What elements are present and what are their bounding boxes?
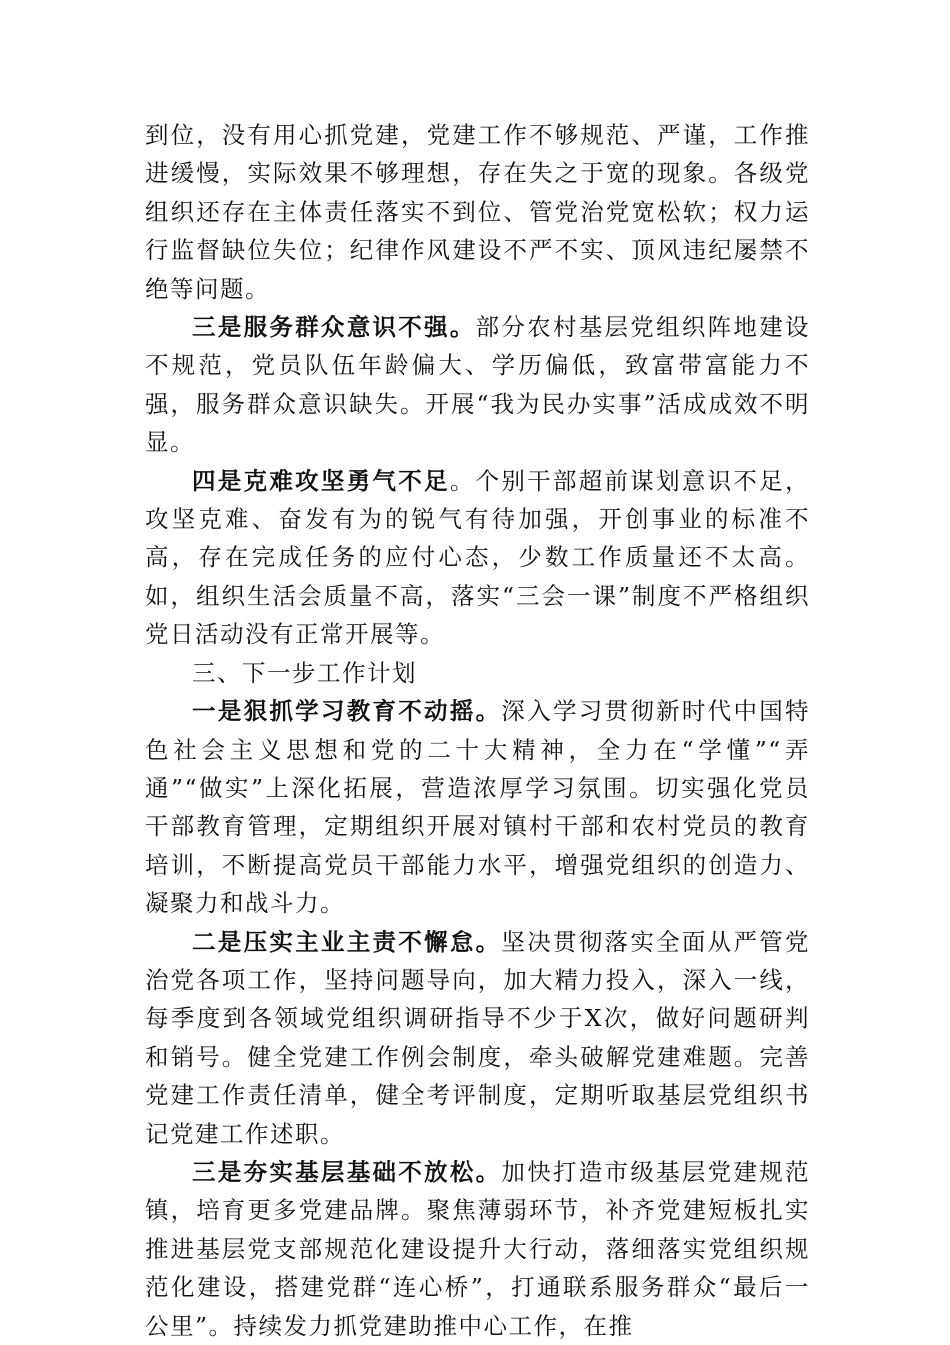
paragraph-lead: 三是夯实基层基础不放松。 <box>192 1157 502 1186</box>
paragraph-lead: 二是压实主业主责不懈怠。 <box>192 927 502 956</box>
paragraph-text: 部分农村基层党组织阵地建设不规范，党员队伍年龄偏大、学历偏低，致富带富能力不强，服务群众意识缺失。开展“我为民办实事”活成成效不明显。 <box>145 313 811 457</box>
paragraph-lead: 三是服务群众意识不强。 <box>192 313 476 342</box>
paragraph-service-awareness <box>145 308 810 462</box>
paragraph-lead: 一是狠抓学习教育不动摇。 <box>192 697 502 726</box>
paragraph-study-education <box>145 692 810 922</box>
paragraph-text: 到位，没有用心抓党建，党建工作不够规范、严谨，工作推进缓慢，实际效果不够理想，存在失之于宽的现象。各级党组织还存在主体责任落实不到位、管党治党宽松软；权力运行监督缺位失位；纪律作风建设不严不实、顶风违纪屡禁不绝等问题。 <box>145 121 810 303</box>
paragraph-text: 坚决贯彻落实全面从严管党治党各项工作，坚持问题导向，加大精力投入，深入一线，每季度到各领域党组织调研指导不少于X次，做好问题研判和销号。健全党建工作例会制度，牵头破解党建难题。完善党建工作责任清单，健全考评制度，定期听取基层党组织书记党建工作述职。 <box>145 927 811 1148</box>
paragraph-grassroots <box>145 1153 810 1345</box>
paragraph-text: 加快打造市级基层党建规范镇，培育更多党建品牌。聚焦薄弱环节，补齐党建短板扎实推进基层党支部规范化建设提升大行动，落细落实党组织规范化建设，搭建党群“连心桥”，打通联系服务群众“最后一公里”。持续发力抓党建助推中心工作，在推 <box>145 1157 811 1340</box>
paragraph-main-responsibility <box>145 923 810 1153</box>
paragraph-text: 深入学习贯彻新时代中国特色社会主义思想和党的二十大精神，全力在“学懂”“弄通”“做实”上深化拓展，营造浓厚学习氛围。切实强化党员干部教育管理，定期组织开展对镇村干部和农村党员的教育培训，不断提高党员干部能力水平，增强党组织的创造力、凝聚力和战斗力。 <box>145 697 811 918</box>
document-body <box>145 116 810 1345</box>
paragraph-continuation <box>145 116 810 308</box>
section-heading: 三、下一步工作计划 <box>192 658 417 687</box>
paragraph-courage <box>145 462 810 654</box>
paragraph-text: 。个别干部超前谋划意识不足，攻坚克难、奋发有为的锐气有待加强，开创事业的标准不高，存在完成任务的应付心态，少数工作质量还不太高。如，组织生活会质量不高，落实“三会一课”制度不严格组织党日活动没有正常开展等。 <box>145 466 811 649</box>
paragraph-lead: 四是克难攻坚勇气不足 <box>192 466 450 495</box>
